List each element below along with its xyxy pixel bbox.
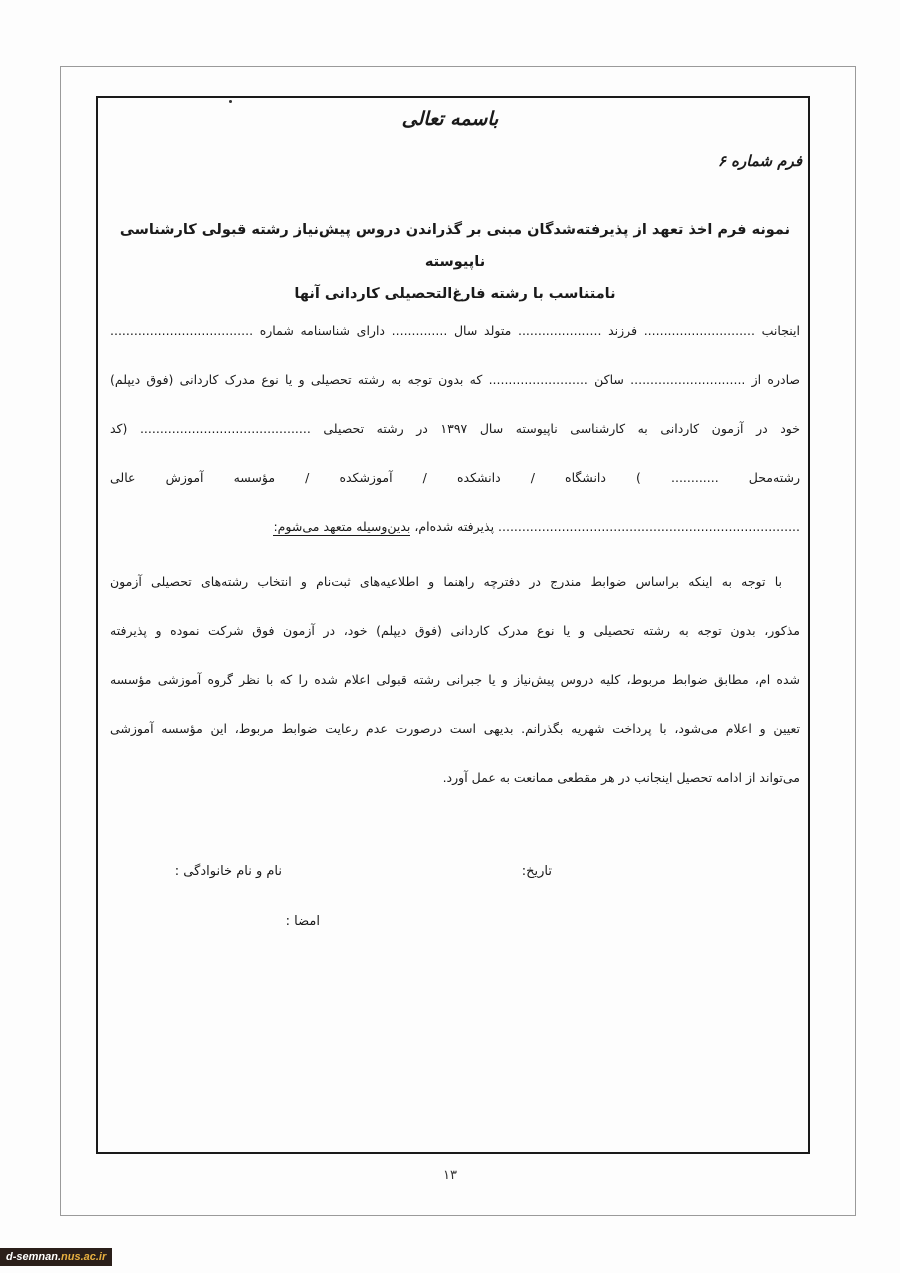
- paragraph-line-1: با توجه به اینکه براساس ضوابط مندرج در دفترچه راهنما و اطلاعیه‌های ثبت‌نام و انتخاب رشته‌های تحصیلی آزمون: [110, 574, 782, 589]
- form-number: فرم شماره ۶: [717, 152, 802, 170]
- form-title: [110, 214, 800, 310]
- paragraph-line-2: مذکور، بدون توجه به رشته تحصیلی و یا نوع مدرک کاردانی (فوق دیپلم) خود، در آزمون فوق شرکت نموده و پذیرفته: [110, 623, 800, 638]
- page-number: ۱۳: [443, 1168, 457, 1183]
- full-name-label: نام و نام خانوادگی :: [174, 864, 282, 879]
- basmala-heading: باسمه تعالی: [401, 108, 499, 130]
- fill-line-1: اینجانب ............................ فرزند ..................... متولد سال .............. دارای شناسنامه شماره ....................................: [110, 323, 800, 338]
- scan-speck: [229, 100, 232, 103]
- signature-label: امضا :: [285, 914, 320, 929]
- fill-line-3: خود در آزمون کاردانی به کارشناسی ناپیوسته سال ۱۳۹۷ در رشته تحصیلی ........................................... (کد: [110, 421, 800, 436]
- date-label: تاریخ:: [521, 864, 552, 879]
- form-body: [110, 318, 800, 814]
- form-title-line-1: نمونه فرم اخذ تعهد از پذیرفته‌شدگان مبنی بر گذراندن دروس پیش‌نیاز رشته قبولی کارشناسی ناپیوسته: [119, 222, 791, 270]
- fill-line-4: رشته‌محل ............ ) دانشگاه / دانشکده / آموزشکده / مؤسسه آموزش عالی: [110, 470, 800, 485]
- commitment-phrase: بدین‌وسیله متعهد می‌شوم:: [273, 519, 411, 534]
- paragraph-line-3: شده ام، مطابق ضوابط مربوط، کلیه دروس پیش‌نیاز و یا جبرانی رشته قبولی اعلام شده را که با نظر گروه آموزشی مؤسسه: [110, 672, 800, 687]
- paragraph-line-4: تعیین و اعلام می‌شود، با پرداخت شهریه بگذرانم. بدیهی است درصورت عدم رعایت ضوابط مربوط، این مؤسسه آموزشی: [110, 721, 800, 736]
- watermark-prefix: d-semnan.: [6, 1251, 62, 1263]
- watermark-suffix: nus.ac.ir: [61, 1251, 107, 1263]
- fill-line-2: صادره از ............................. ساکن ......................... که بدون توجه به رشته تحصیلی و یا نوع مدرک کاردانی (فوق دیپلم): [110, 372, 800, 387]
- paragraph-line-5: می‌تواند از ادامه تحصیل اینجانب در هر مقطعی ممانعت به عمل آورد.: [442, 770, 800, 785]
- site-watermark: [0, 1248, 112, 1266]
- fill-line-5: [110, 514, 800, 563]
- form-title-line-2: نامتناسب با رشته فارغ‌التحصیلی کاردانی آنها: [294, 286, 616, 302]
- commitment-paragraph: [110, 569, 800, 814]
- accepted-statement: ............................................................................ پذیرفته شده‌ام،: [414, 519, 800, 534]
